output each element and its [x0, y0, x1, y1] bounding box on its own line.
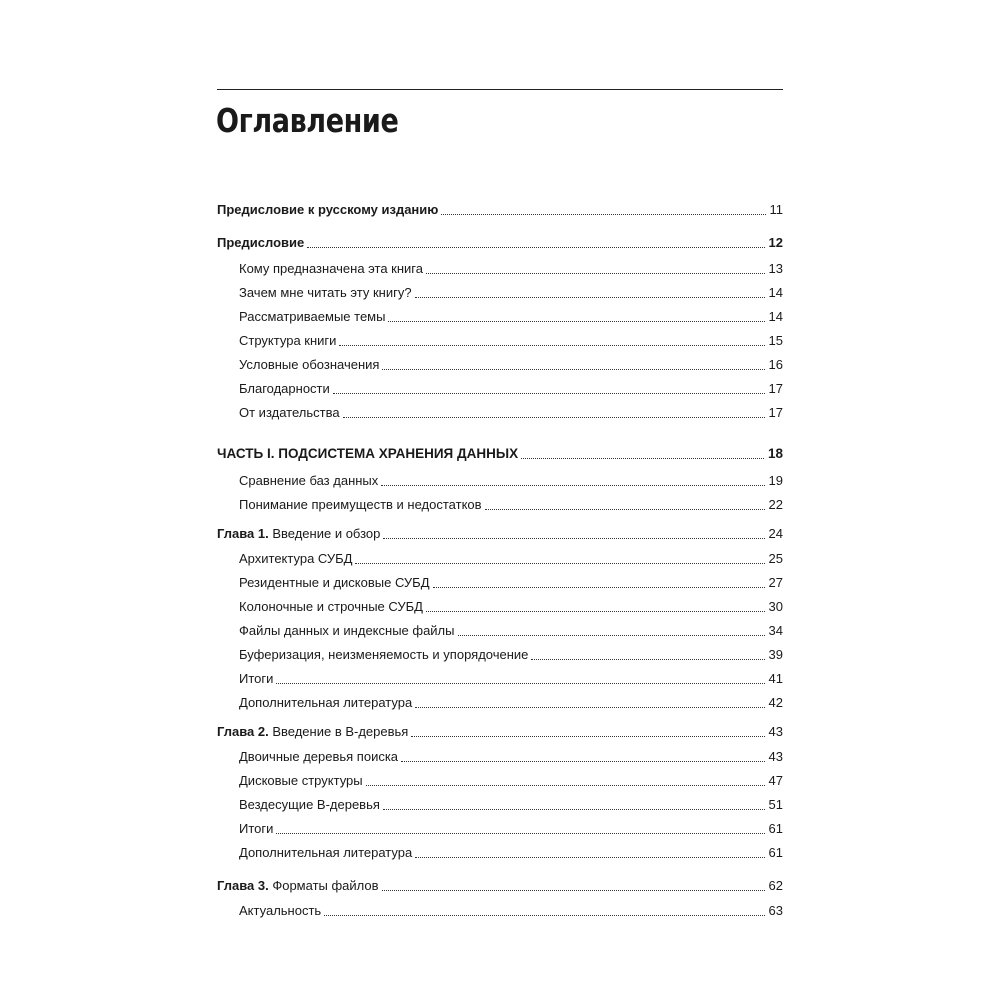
toc-page-number: 13 [768, 261, 783, 276]
toc-entry-title [239, 695, 415, 711]
dot-leader [411, 735, 764, 737]
dot-leader [307, 246, 764, 248]
toc-entry-title [239, 749, 401, 765]
toc-entry [239, 689, 783, 711]
toc-entry-label: Благодарности [239, 381, 330, 396]
dot-leader [366, 784, 765, 786]
toc-entry-label: Актуальность [239, 903, 322, 918]
dot-leader [433, 586, 765, 588]
dot-leader [458, 634, 765, 636]
chapter-number: Глава 2. [217, 724, 269, 739]
toc-entry-title [239, 671, 276, 687]
toc-page-number: 17 [768, 381, 783, 396]
toc-page-number: 22 [768, 497, 783, 512]
toc-page-number: 41 [768, 671, 783, 686]
toc-entry-label: Дополнительная литература [239, 845, 413, 860]
toc-entry-label: Условные обозначения [239, 357, 380, 372]
toc-page-number: 17 [768, 405, 783, 420]
toc-entry-title [217, 724, 411, 740]
toc-entry [239, 617, 783, 639]
dot-leader [382, 889, 765, 891]
dot-leader [383, 808, 765, 810]
toc-entry [217, 872, 783, 894]
dot-leader [521, 457, 764, 459]
toc-entry [239, 767, 783, 789]
toc-entry [217, 196, 783, 218]
toc-page-number: 42 [768, 695, 783, 710]
toc-entry-title [239, 285, 415, 301]
toc-page-number: 16 [768, 357, 783, 372]
toc-entry [239, 351, 783, 373]
toc-entry-label: Буферизация, неизменяемость и упорядочение [239, 647, 529, 662]
dot-leader [339, 344, 764, 346]
toc-entry-label: Дисковые структуры [239, 773, 363, 788]
dot-leader [388, 320, 764, 322]
toc-entry-title [217, 202, 441, 218]
toc-entry-title [239, 309, 388, 325]
toc-page-number: 25 [768, 551, 783, 566]
toc-page-number: 12 [768, 235, 783, 250]
toc-entry [239, 641, 783, 663]
chapter-number: Глава 1. [217, 526, 269, 541]
toc-entry-title [217, 526, 383, 542]
toc-entry-title [239, 821, 276, 837]
dot-leader [426, 610, 765, 612]
toc-entry-title [239, 333, 339, 349]
dot-leader [415, 296, 765, 298]
dot-leader [383, 537, 764, 539]
toc-entry-label: Зачем мне читать эту книгу? [239, 285, 412, 300]
toc-entry [239, 839, 783, 861]
toc-entry [239, 897, 783, 919]
toc-entry-label: Форматы файлов [272, 878, 379, 893]
dot-leader [415, 856, 764, 858]
toc-entry-title [239, 773, 366, 789]
dot-leader [355, 562, 764, 564]
toc-page-number: 62 [768, 878, 783, 893]
toc-entry [239, 327, 783, 349]
toc-page-number: 14 [768, 309, 783, 324]
toc-entry-title [217, 235, 307, 251]
toc-entry [217, 440, 783, 462]
chapter-number: Глава 3. [217, 878, 269, 893]
toc-entry-label: Резидентные и дисковые СУБД [239, 575, 430, 590]
toc-page-number: 34 [768, 623, 783, 638]
toc-entry [239, 569, 783, 591]
toc-entry-label: Рассматриваемые темы [239, 309, 386, 324]
toc-entry-label: Файлы данных и индексные файлы [239, 623, 455, 638]
toc-entry [239, 743, 783, 765]
toc-entry [239, 279, 783, 301]
toc-entry-label: От издательства [239, 405, 340, 420]
dot-leader [276, 832, 764, 834]
dot-leader [415, 706, 764, 708]
toc-entry-title [239, 381, 333, 397]
toc-page-number: 27 [768, 575, 783, 590]
toc-entry [217, 520, 783, 542]
toc-entry-title [239, 357, 382, 373]
toc-entry-label: Колоночные и строчные СУБД [239, 599, 423, 614]
toc-entry-label: Архитектура СУБД [239, 551, 353, 566]
toc-entry [239, 375, 783, 397]
toc-page-number: 14 [768, 285, 783, 300]
top-rule [217, 89, 783, 90]
toc-entry-label: Итоги [239, 671, 274, 686]
toc-entry [239, 303, 783, 325]
dot-leader [343, 416, 765, 418]
toc-page-number: 63 [768, 903, 783, 918]
toc-page-number: 43 [768, 749, 783, 764]
toc-entry [239, 491, 783, 513]
dot-leader [333, 392, 765, 394]
toc-entry-label: Введение и обзор [272, 526, 381, 541]
toc-page-number: 24 [768, 526, 783, 541]
toc-entry-title [239, 575, 433, 591]
toc-entry-title [239, 405, 343, 421]
toc-page-number: 43 [768, 724, 783, 739]
toc-entry [239, 593, 783, 615]
toc-entry [239, 255, 783, 277]
toc-entry [217, 229, 783, 251]
toc-entry-label: Вездесущие B-деревья [239, 797, 380, 812]
dot-leader [276, 682, 764, 684]
toc-entry [239, 665, 783, 687]
toc-entry-label: Предисловие к русскому изданию [217, 202, 439, 217]
dot-leader [401, 760, 764, 762]
toc-entry-title [217, 446, 521, 462]
toc-entry-label: Итоги [239, 821, 274, 836]
toc-entry [239, 815, 783, 837]
toc-entry [239, 545, 783, 567]
toc-entry-title [239, 473, 381, 489]
toc-entry [239, 791, 783, 813]
toc-entry-label: Двоичные деревья поиска [239, 749, 399, 764]
toc-page-number: 61 [768, 821, 783, 836]
toc-entry-title [239, 497, 485, 513]
toc-entry-label: Дополнительная литература [239, 695, 413, 710]
toc-page-number: 19 [768, 473, 783, 488]
toc-entry-title [239, 903, 324, 919]
toc-entry-title [239, 845, 415, 861]
dot-leader [426, 272, 765, 274]
toc-page-number: 11 [769, 202, 783, 217]
toc-entry-label: Введение в B-деревья [272, 724, 409, 739]
toc-entry-label: Кому предназначена эта книга [239, 261, 423, 276]
toc-page-number: 18 [767, 446, 783, 461]
dot-leader [324, 914, 764, 916]
toc-page-number: 15 [768, 333, 783, 348]
toc-entry [239, 399, 783, 421]
toc-entry [239, 467, 783, 489]
toc-entry-title [239, 623, 458, 639]
toc-entry-label: Предисловие [217, 235, 305, 250]
dot-leader [382, 368, 764, 370]
toc-entry-label: ЧАСТЬ I. ПОДСИСТЕМА ХРАНЕНИЯ ДАННЫХ [217, 446, 519, 461]
toc-entry-title [239, 647, 531, 663]
toc-entry-title [239, 551, 355, 567]
toc-page-number: 39 [768, 647, 783, 662]
toc-page-number: 51 [768, 797, 783, 812]
dot-leader [441, 213, 765, 215]
dot-leader [485, 508, 765, 510]
toc-page-number: 47 [768, 773, 783, 788]
toc-page-number: 30 [768, 599, 783, 614]
dot-leader [531, 658, 764, 660]
toc-entry-title [239, 599, 426, 615]
dot-leader [381, 484, 764, 486]
toc-entry-title [239, 261, 426, 277]
page-title: Оглавление [216, 101, 399, 140]
toc-entry-label: Понимание преимуществ и недостатков [239, 497, 482, 512]
toc-entry-label: Структура книги [239, 333, 337, 348]
toc-page-number: 61 [768, 845, 783, 860]
toc-entry-title [217, 878, 382, 894]
toc-entry-title [239, 797, 383, 813]
toc-entry-label: Сравнение баз данных [239, 473, 379, 488]
toc-entry [217, 718, 783, 740]
